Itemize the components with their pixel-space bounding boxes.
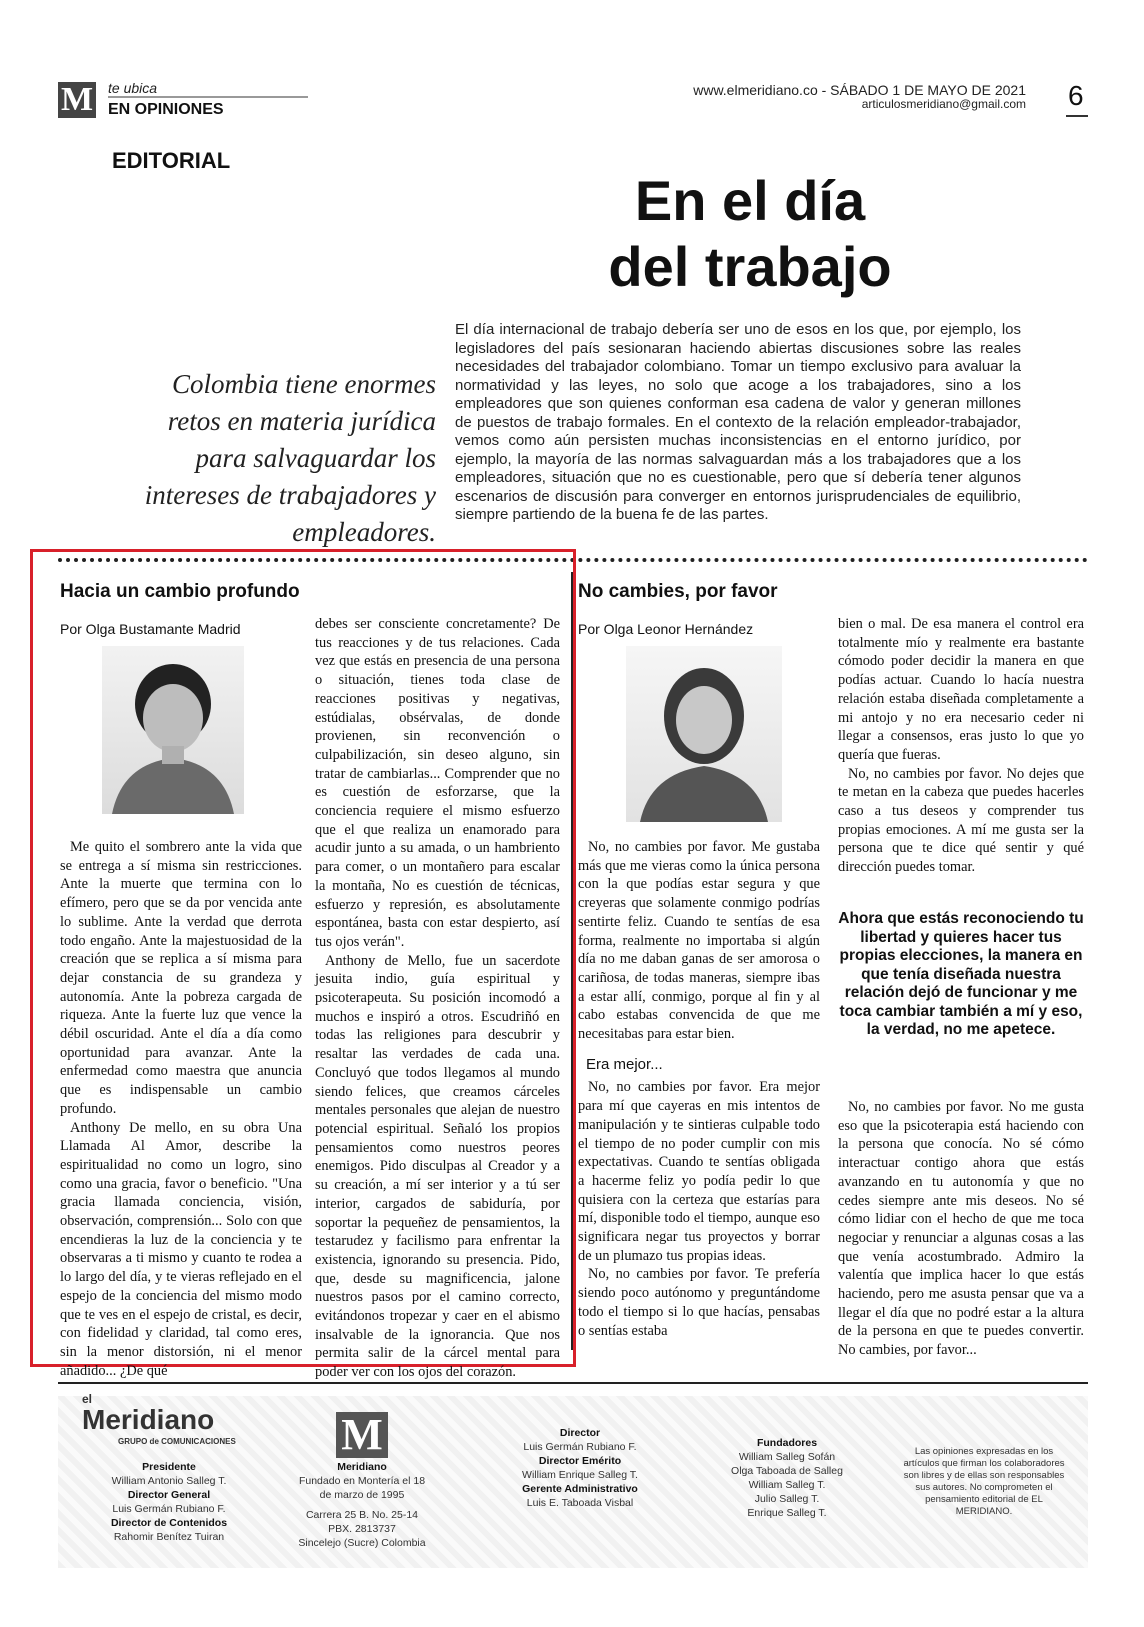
page-number-rule xyxy=(1066,115,1088,117)
footer-logo: Meridiano xyxy=(82,1404,215,1435)
article2-paragraph: No, no cambies por favor. Te prefería siendo poco autónomo y preguntándome todo el tiempo si lo que hacías, pensabas o sentías estaba xyxy=(578,1266,820,1339)
footer-role: Director Emérito xyxy=(538,1455,622,1467)
article2-column-2 xyxy=(838,615,1084,877)
footer-logo-subtitle: GRUPO de COMUNICACIONES xyxy=(118,1437,236,1446)
site-date-line: www.elmeridiano.co - SÁBADO 1 DE MAYO DE 2021 xyxy=(693,82,1026,98)
footer-block-direction xyxy=(500,1426,660,1510)
author-portrait-icon xyxy=(626,646,782,822)
footer-founders-label: Fundadores xyxy=(756,1437,818,1449)
meridiano-mark-icon: M xyxy=(336,1412,388,1458)
article2-pullquote: Ahora que estás reconociendo tu libertad y quieres hacer tus propias elecciones, la manera en que tenía diseñada nuestra relación dejó de funcionar y me toca cambiar también a mí y eso, la verdad, no me apetece. xyxy=(838,910,1084,1038)
article2-paragraph: No, no cambies por favor. Me gustaba más que me vieras como la única persona con la que podías estar segura y que creyeras que solamente conmigo podrías sentirte feliz. Cuando te sentías de esa forma, realmente no importaba si algún día no me daban ganas de ser amorosa o cariñosa, de todas maneras, siempre ibas a estar allí, conmigo, porque al fin y al cabo estabas convencida de que me necesitabas para estar bien. xyxy=(578,839,820,1043)
article1-paragraph: Me quito el sombrero ante la vida que se entrega a sí misma sin restricciones. Ante la muerte que termina con lo efímero, pero que se da por vencida ante lo sublime. Ante la verdad que derrota todo engaño. Ante la majestuosidad de la creación que se replica a sí misma para dejar constancia de su grandeza y autonomía. Ante la pobreza cargada de riqueza. Ante la fuerte luz que vence la débil oscuridad. Ante el día a día como oportunidad para avanzar. Ante la enfermedad como maestra que anuncia que es indispensable un cambio profundo. xyxy=(60,839,302,1117)
article1-column-1 xyxy=(60,838,302,1380)
article2-paragraph: No, no cambies por favor. No me gusta eso que la psicoterapia está haciendo con la persona que conocía. No sé cómo interactuar contigo ahora que estás avanzando en tu autonomía y que no cedes siempre ante mis deseos. No sé cómo lidiar con el hecho de que me toca negociar y renunciar a algunas cosas a las que venía acostumbrado. Admiro la valentía que implica hacer lo que estás haciendo, pero me asusta pensar que va a llegar el día que no podré estar a la altura de la persona en que te puedes convertir. No cambies, por favor... xyxy=(838,1099,1084,1359)
article1-paragraph: debes ser consciente concretamente? De tus reacciones y de tus relaciones. Cada vez que estás en presencia de una persona o situación, tienes toda clase de reacciones positivas y negativas, estúdialas, obsérvalas, de donde provienen, sin reconvención o culpabilización, sin deseo alguno, sin tratar de cambiarlas... Comprender que no es cuestión de esforzarse, que la conciencia requiere el mismo esfuerzo que el que realiza un enamorado para acudir junto a su amada, o un hambriento para comer, o un montañero para escalar la montaña, No es cuestión de técnicas, esfuerzo y represión, es absolutamente espontánea, basta con estar despierto, así tus ojos verán". xyxy=(315,616,560,950)
author-photo-olga-bustamante xyxy=(102,646,244,814)
footer-city: Sincelejo (Sucre) Colombia xyxy=(298,1537,426,1549)
footer-person: Rahomir Benítez Tuiran xyxy=(113,1531,225,1543)
footer-role: Director xyxy=(559,1427,601,1439)
footer-address: Carrera 25 B. No. 25-14 xyxy=(305,1509,419,1521)
article1-headline: Hacia un cambio profundo xyxy=(60,581,300,602)
article2-paragraph: No, no cambies por favor. Era mejor para mí que cayeras en mis intentos de manipulación y te sintieras culpable todo el tiempo de no poder cumplir con mis expectativas. Cuando te sentías obligada a hacerme feliz yo podía pedir lo que quisiera con la certeza que estarías para mí, disponible todo el tiempo, aunque eso significara negar tus proyectos y borrar de un plumazo tus propias ideas. xyxy=(578,1079,820,1264)
footer-role: Presidente xyxy=(142,1461,196,1473)
author-portrait-icon xyxy=(102,646,244,814)
contact-email: articulosmeridiano@gmail.com xyxy=(861,97,1026,111)
article1-byline: Por Olga Bustamante Madrid xyxy=(60,621,241,637)
article2-column-3 xyxy=(838,1098,1084,1360)
footer-block-management xyxy=(84,1460,254,1544)
footer-block-founders xyxy=(712,1436,862,1520)
editorial-headline xyxy=(540,168,960,300)
editorial-label: EDITORIAL xyxy=(112,148,231,173)
footer-person: Luis Germán Rubiano F. xyxy=(523,1441,637,1453)
footer-founder: Olga Taboada de Salleg xyxy=(731,1465,843,1477)
article1-column-2 xyxy=(315,615,560,1382)
footer-role: Director de Contenidos xyxy=(110,1517,228,1529)
headline-line-2: del trabajo xyxy=(608,235,892,298)
footer-person: Luis Germán Rubiano F. xyxy=(112,1503,226,1515)
meridiano-logo-icon: M xyxy=(58,82,96,118)
footer-pbx: PBX. 2813737 xyxy=(328,1523,396,1535)
article1-paragraph: Anthony de Mello, fue un sacerdote jesuita indio, guía espiritual y psicoterapeuta. Su posición incomodó a muchos e inspiró a otros. Escudriñó en todas las religiones para descubrir y resaltar las verdades de cada una. Concluyó que todos llegamos al mundo siendo felices, que creamos cárceles mentales personales que alejan de nuestro potencial espiritual. Señaló los propios pensamientos como nuestros peores enemigos. Pido disculpas al Creador y a su creación, a mí ser interior y a tú ser interior, cargados de sabiduría, por soportar la pequeñez de pensamientos, la testarudez y facilismo para enfrentar la existencia, ignorando su presencia. Pido, que, desde su magnificencia, jalone nuestros pasos por el camino correcto, evitándonos tropezar y caer en el abismo insalvable de la ignorancia. Que nos permita salir de la cárcel mental para poder ver con los ojos del corazón. xyxy=(315,952,560,1381)
article2-paragraph: No, no cambies por favor. No dejes que te metan en la cabeza que puedes hacerles caso a tus deseos y comprender tus propias emociones. A mí me gusta ser la persona que te dice qué sentir y qué dirección puedes tomar. xyxy=(838,765,1084,876)
footer-role: Gerente Administrativo xyxy=(522,1483,638,1495)
footer-logo-top: el xyxy=(82,1392,93,1406)
editorial-pullquote: Colombia tiene enormes retos en materia jurídica para salvaguardar los intereses de trabajadores y empleadores. xyxy=(144,369,436,547)
footer-founded: Fundado en Montería el 18 de marzo de 1995 xyxy=(298,1475,426,1501)
headline-line-1: En el día xyxy=(634,169,866,232)
section-kicker: te ubica xyxy=(108,80,158,96)
footer-person: William Antonio Salleg T. xyxy=(111,1475,227,1487)
footer-mark-word: Meridiano xyxy=(337,1461,387,1473)
article2-paragraph: bien o mal. De esa manera el control era totalmente mío y realmente era bastante cómodo poder decidir la manera en que podías actuar. Cuando lo hacía nuestra relación estaba diseñada completamente a mi antojo y no era necesario ceder ni llegar a consensos, eras justo lo que yo quería que fueras. xyxy=(838,616,1084,763)
footer-founder: William Salleg T. xyxy=(748,1479,826,1491)
footer-founder: Enrique Salleg T. xyxy=(747,1507,827,1519)
editorial-body: El día internacional de trabajo debería ser uno de esos en los que, por ejemplo, los legisladores del país sesionaran haciendo abiertas discusiones sobre las reales necesidades del trabajador colombiano. Tomar un tiempo exclusivo para avaluar la normatividad y las leyes, no solo que acoge a los trabajadores, sino a los empleadores que son quienes conforman esa cadena de valor y generan millones de puestos de trabajo formales. En el contexto de la relación empleador-trabajador, vemos como aún persisten muchas inconsistencias en el entorno jurídico, por ejemplo, la mayoría de las normas salvaguardan más a los trabajadores que a los empleadores, situación que no es cuestionable, pero que sí debería tener algunos escenarios de discusión para converger en entornos jurisprudenciales de equilibrio, siempre partiendo de la buena fe de las partes. xyxy=(455,321,1021,523)
footer-disclaimer: Las opiniones expresadas en los artículos que firman los colaboradores son libres y de ellas son responsables sus autores. No comprometen el pensamiento editorial de EL MERIDIANO. xyxy=(903,1446,1065,1517)
article2-column-1 xyxy=(578,838,820,1340)
author-photo-olga-hernandez xyxy=(626,646,782,822)
footer-person: William Enrique Salleg T. xyxy=(522,1469,638,1481)
article2-headline: No cambies, por favor xyxy=(578,581,778,602)
section-rule xyxy=(108,96,308,98)
page-number: 6 xyxy=(1068,80,1084,111)
footer-person: Luis E. Taboada Visbal xyxy=(526,1497,634,1509)
article2-byline: Por Olga Leonor Hernández xyxy=(578,621,754,637)
column-divider xyxy=(571,572,573,1350)
article2-subheading: Era mejor... xyxy=(586,1055,663,1073)
footer-founder: Julio Salleg T. xyxy=(754,1493,820,1505)
article1-paragraph: Anthony De mello, en su obra Una Llamada Al Amor, describe la espiritualidad no como un logro, sino como una gracia, favor o beneficio. "Una gracia llamada conciencia, visión, observación, comprensión... Solo con que encendieras la luz de la conciencia y te observaras a ti mismo y cuanto te rodea a lo largo del día, y te vieras reflejado en el espejo de la conciencia del mismo modo que te ves en el espejo de cristal, es decir, con fidelidad y claridad, tal como eres, sin la menor distorsión, ni el menor añadido... ¿De qué xyxy=(60,1119,302,1379)
footer-role: Director General xyxy=(127,1489,211,1501)
footer-founder: William Salleg Sofán xyxy=(738,1451,836,1463)
footer-rule xyxy=(58,1382,1088,1384)
section-title: EN OPINIONES xyxy=(108,101,224,118)
footer-block-founding xyxy=(292,1460,432,1550)
